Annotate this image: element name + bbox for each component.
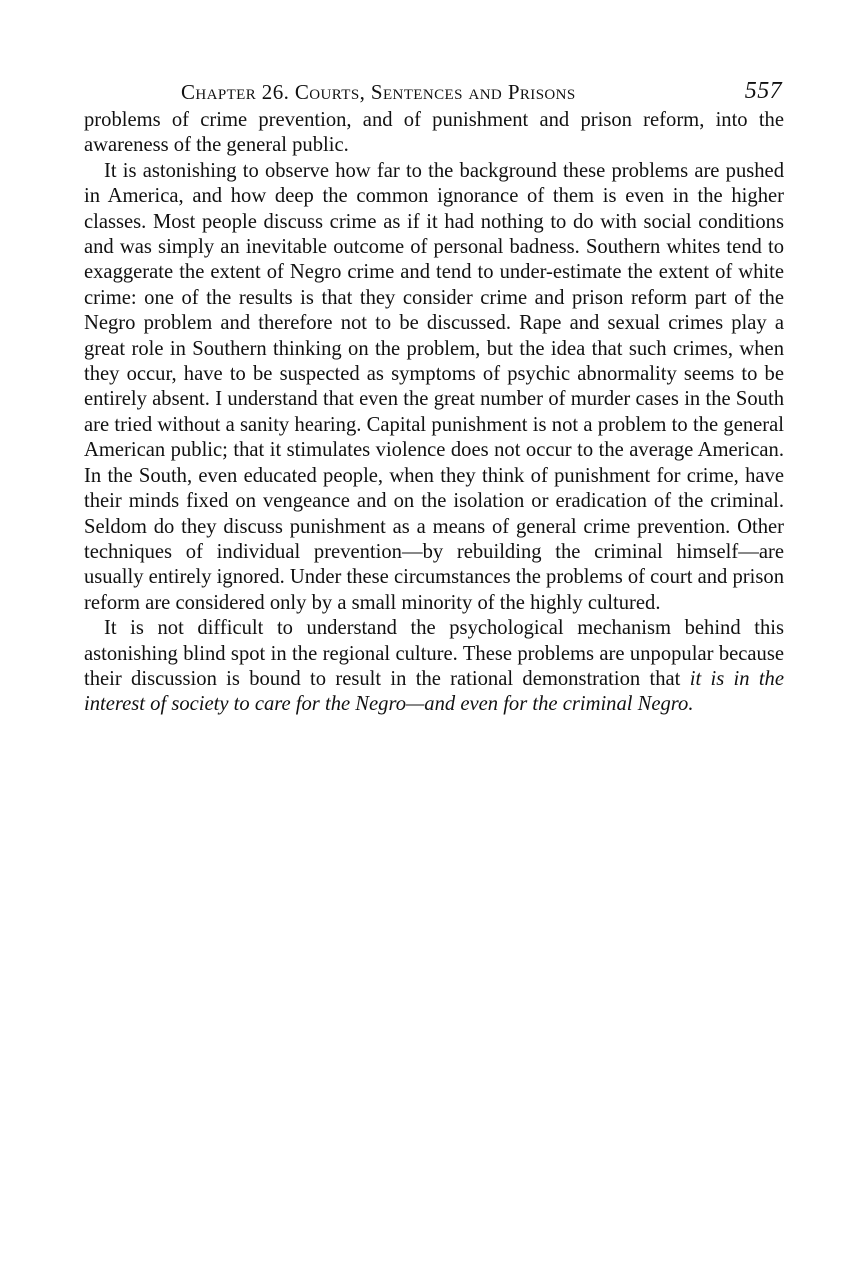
paragraph-blind-spot-lead: It is not difficult to understand the psychological mechanism behind this astonishing blind spot in the regional culture. These problems are unpopular because their discussion is bound to result in the rational demonstration that [84, 617, 784, 690]
paragraph-crime-ignorance: It is astonishing to observe how far to the background these problems are pushed in America, and how deep the common ignorance of them is even in the higher classes. Most people discuss crime as if it had nothing to do with social conditions and was simply an inevitable outcome of personal badness. Southern whites tend to exaggerate the extent of Negro crime and tend to under-estimate the extent of white crime: one of the results is that they consider crime and prison reform part of the Negro problem and therefore not to be discussed. Rape and sexual crimes play a great role in Southern thinking on the problem, but the idea that such crimes, when they occur, have to be suspected as symptoms of psychic abnormality seems to be entirely absent. I understand that even the great number of murder cases in the South are tried without a sanity hearing. Capital punishment is not a problem to the general American public; that it stimulates violence does not occur to the average American. In the South, even educated people, when they think of punishment for crime, have their minds fixed on vengeance and on the isolation or eradication of the criminal. Seldom do they discuss punishment as a means of general crime prevention. Other techniques of individual prevention—by rebuilding the criminal himself—are usually entirely ignored. Under these circumstances the problems of court and prison reform are considered only by a small minority of the highly cultured. [84, 159, 784, 614]
paragraph-blind-spot-emphasis: it is in the interest of society to care for the Negro—and even for the criminal Negro. [84, 667, 784, 716]
page-number: 557 [744, 78, 782, 104]
paragraph-continued: problems of crime prevention, and of punishment and prison reform, into the awareness of the general public. [84, 109, 784, 157]
paragraph-blind-spot [84, 616, 784, 718]
running-title: Chapter 26. Courts, Sentences and Prisons [181, 80, 576, 104]
book-page [84, 78, 784, 718]
running-head [84, 78, 784, 108]
